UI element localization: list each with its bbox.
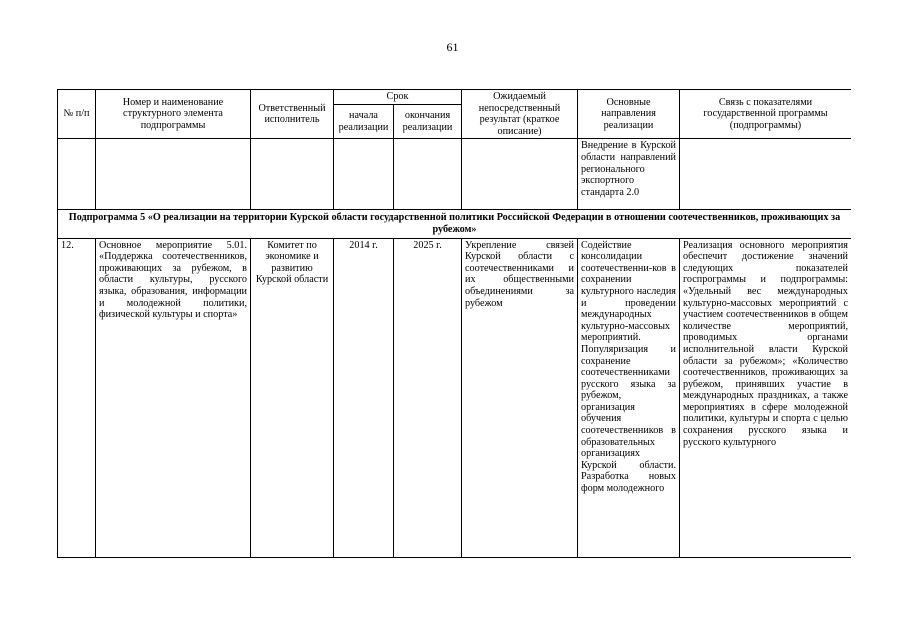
page-number: 61 (446, 40, 459, 54)
cont-cell-name (96, 139, 251, 210)
row-link: Реализация основного мероприятия обеспечит достижение значений следующих показателей госпрограммы и подпрограммы: «Удельный вес международных культурно-массовых мероприятий с участием соотечественников в общем количестве мероприятий, проводимых органами исполнительной власти Курской области за рубежом»; «Количество соотечественников, проживающих за рубежом, принявших участие в международных праздниках, а также мероприятиях в сфере молодежной политики, культуры и спорта с целью сохранения русского языка и русского культурного (680, 238, 852, 557)
header-num: № п/п (58, 90, 96, 139)
cont-cell-end (394, 139, 462, 210)
cont-cell-directions: Внедрение в Курской области направлений регионального экспортного стандарта 2.0 (578, 139, 680, 210)
row-end: 2025 г. (394, 238, 462, 557)
header-link: Связь с показателями государственной программы (подпрограммы) (680, 90, 852, 139)
cont-cell-start (334, 139, 394, 210)
row-directions: Содействие консолидации соотечественни-ков в сохранении культурного наследия и проведении международных культурно-массовых мероприятий. Популяризация и сохранение соотечественниками русского языка за рубежом, организация обучения соотечественников в образовательных организациях Курской области. Разработка новых форм молодежного (578, 238, 680, 557)
table-row (58, 238, 852, 557)
header-name: Номер и наименование структурного элемента подпрограммы (96, 90, 251, 139)
header-result: Ожидаемый непосредственный результат (краткое описание) (462, 90, 578, 139)
subprogram-row (58, 210, 852, 238)
header-row-1 (58, 90, 852, 105)
header-directions: Основные направления реализации (578, 90, 680, 139)
program-table (57, 89, 851, 558)
header-term: Срок (334, 90, 462, 105)
header-end: окончания реализации (394, 105, 462, 139)
row-num: 12. (58, 238, 96, 557)
row-name: Основное мероприятие 5.01. «Поддержка соотечественников, проживающих за рубежом, в области культуры, русского языка, образования, информации и молодежной политики, физической культуры и спорта» (96, 238, 251, 557)
program-table-wrapper (57, 89, 851, 570)
continuation-row (58, 139, 852, 210)
cont-cell-result (462, 139, 578, 210)
header-executor: Ответственный исполнитель (251, 90, 334, 139)
cont-cell-executor (251, 139, 334, 210)
row-executor: Комитет по экономике и развитию Курской области (251, 238, 334, 557)
subprogram-title: Подпрограмма 5 «О реализации на территории Курской области государственной политики Российской Федерации в отношении соотечественников, проживающих за рубежом» (58, 210, 852, 238)
header-start: начала реализации (334, 105, 394, 139)
cont-cell-link (680, 139, 852, 210)
row-result: Укрепление связей Курской области с соотечественниками и их общественными объединениями за рубежом (462, 238, 578, 557)
row-start: 2014 г. (334, 238, 394, 557)
cont-cell-num (58, 139, 96, 210)
